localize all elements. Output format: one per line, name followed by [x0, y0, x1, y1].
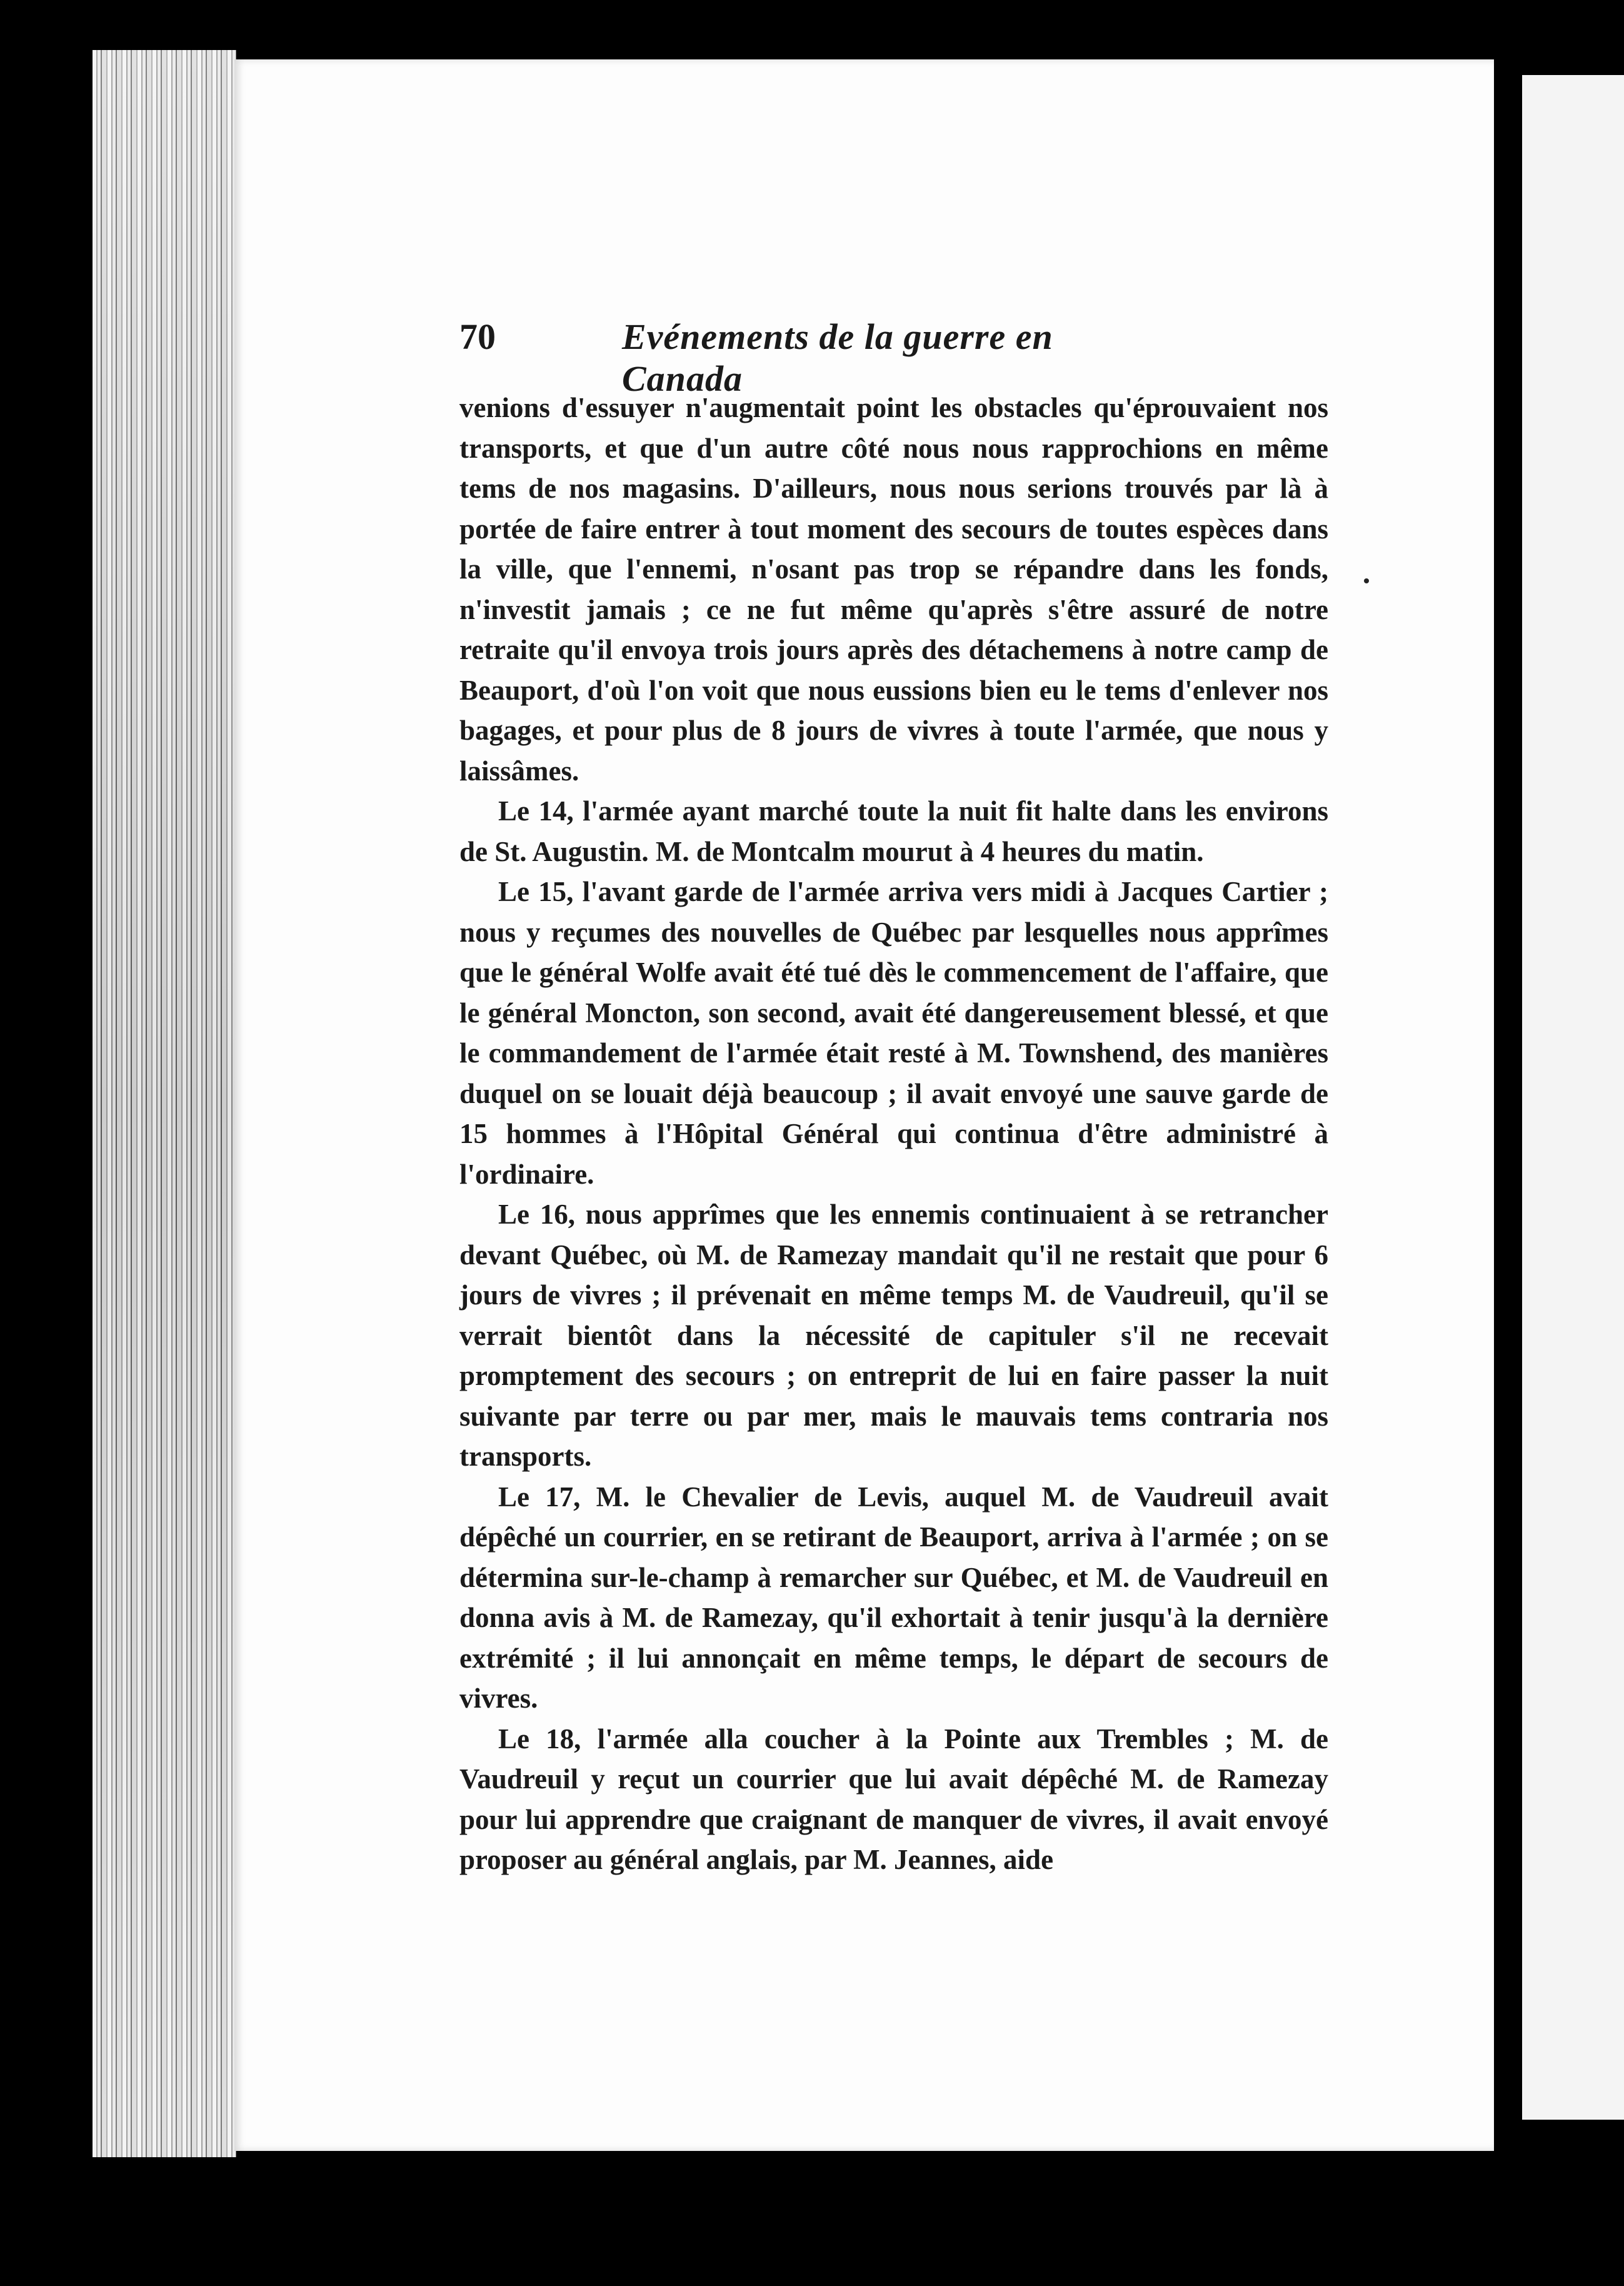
paragraph-le-15: Le 15, l'avant garde de l'armée arriva vers midi à Jacques Cartier ; nous y reçumes des nouvelles de Québec par lesquelles nous apprîmes que le général Wolfe avait été tué dès le commencement de l'affaire, que le général Moncton, son second, avait été dangereusement blessé, et que le commandement de l'armée était resté à M. Townshend, des manières duquel on se louait déjà beaucoup ; il avait envoyé une sauve garde de 15 hommes à l'Hôpital Général qui continua d'être administré à l'ordinaire. [459, 876, 1328, 1190]
paragraph-le-18: Le 18, l'armée alla coucher à la Pointe aux Trembles ; M. de Vaudreuil y reçut un courrier que lui avait dépêché M. de Ramezay pour lui apprendre que craignant de manquer de vivres, il avait envoyé proposer au général anglais, par M. Jeannes, aide [459, 1723, 1328, 1875]
paragraph-le-16: Le 16, nous apprîmes que les ennemis continuaient à se retrancher devant Québec, où M. de Ramezay mandait qu'il ne restait que pour 6 jours de vivres ; il prévenait en même temps M. de Vaudreuil, qu'il se verrait bientôt dans la nécessité de capituler s'il ne recevait promptement des secours ; on entreprit de lui en faire passer la nuit suivante par terre ou par mer, mais le mauvais tems contraria nos transports. [459, 1199, 1328, 1472]
page-number: 70 [459, 316, 496, 357]
book-page-edges [93, 50, 236, 2157]
running-title: Evénements de la guerre en Canada [622, 316, 1053, 399]
paragraph-continued: venions d'essuyer n'augmentait point les obstacles qu'éprouvaient nos transports, et que d'un autre côté nous nous rapprochions en même tems de nos magasins. D'ailleurs, nous nous serions trouvés par là à portée de faire entrer à tout moment des secours de toutes espèces dans la ville, que l'ennemi, n'osant pas trop se répandre dans les fonds, n'investit jamais ; ce ne fut même qu'après s'être assuré de notre retraite qu'il envoya trois jours après des détachemens à notre camp de Beauport, d'où l'on voit que nous eussions bien eu le tems d'enlever nos bagages, et pour plus de 8 jours de vivres à toute l'armée, que nous y laissâmes. [459, 392, 1328, 787]
paragraph-le-14: Le 14, l'armée ayant marché toute la nuit fit halte dans les environs de St. Augustin. M. de Montcalm mourut à 4 heures du matin. [459, 795, 1328, 867]
facing-page-edge [1522, 75, 1624, 2120]
running-head [459, 316, 1178, 399]
body-text [459, 388, 1328, 1880]
print-speck [1364, 578, 1369, 583]
paragraph-le-17: Le 17, M. le Chevalier de Levis, auquel M. de Vaudreuil avait dépêché un courrier, en se retirant de Beauport, arriva à l'armée ; on se détermina sur-le-champ à remarcher sur Québec, et M. de Vaudreuil en donna avis à M. de Ramezay, qu'il exhortait à tenir jusqu'à la dernière extrémité ; il lui annonçait en même temps, le départ de secours de vivres. [459, 1481, 1328, 1714]
